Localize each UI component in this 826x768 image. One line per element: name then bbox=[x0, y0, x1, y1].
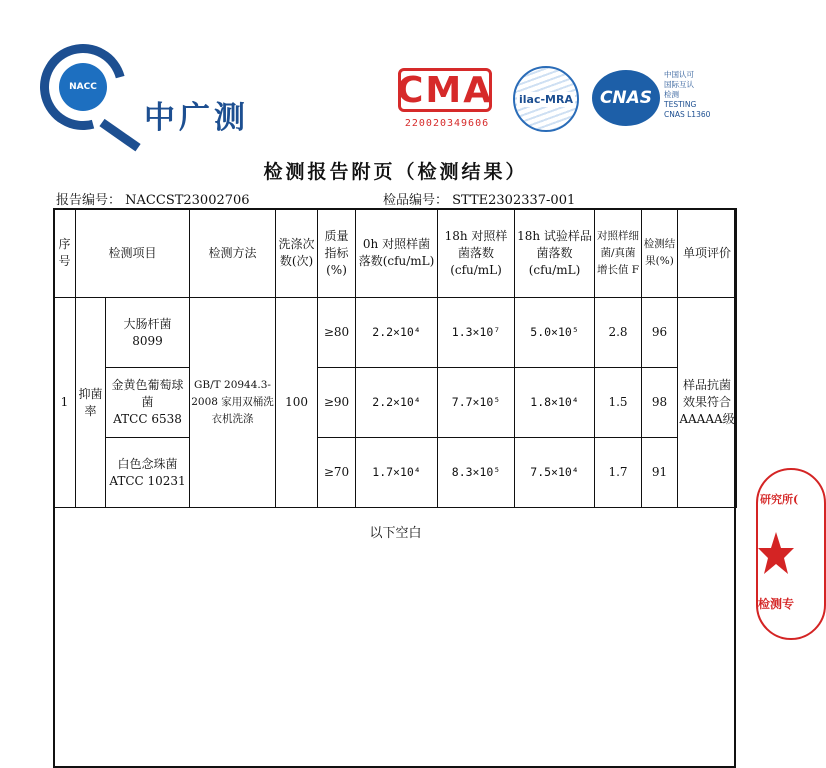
report-number-value: NACCST23002706 bbox=[125, 193, 250, 208]
results-table bbox=[53, 208, 737, 508]
cnas-line: 检测 bbox=[664, 90, 679, 99]
cnas-line: CNAS L1360 bbox=[664, 110, 711, 119]
organism-strain: ATCC 6538 bbox=[113, 412, 182, 426]
item-group-cell: 抑菌率 bbox=[76, 298, 106, 508]
h18-test-cell: 7.5×10⁴ bbox=[515, 438, 595, 508]
result-cell: 98 bbox=[642, 368, 678, 438]
header-evaluation: 单项评价 bbox=[678, 209, 737, 298]
report-number-label: 报告编号： bbox=[56, 193, 122, 208]
h18-test-cell: 5.0×10⁵ bbox=[515, 298, 595, 368]
h18-test-cell: 1.8×10⁴ bbox=[515, 368, 595, 438]
table-row bbox=[54, 298, 737, 368]
organism-cell bbox=[106, 368, 190, 438]
sample-number-label: 检品编号： bbox=[383, 193, 449, 208]
page-title: 检测报告附页（检测结果） bbox=[263, 161, 528, 183]
header-row bbox=[54, 209, 737, 298]
quality-cell: ≥70 bbox=[318, 438, 356, 508]
cnas-line: 国际互认 bbox=[664, 80, 694, 89]
result-cell: 96 bbox=[642, 298, 678, 368]
h0-control-cell: 2.2×10⁴ bbox=[356, 368, 438, 438]
header-18h-test: 18h 试验样品菌落数(cfu/mL) bbox=[515, 209, 595, 298]
table-row bbox=[54, 368, 737, 438]
method-cell: GB/T 20944.3-2008 家用双桶洗衣机洗涤 bbox=[190, 298, 276, 508]
h18-control-cell: 1.3×10⁷ bbox=[438, 298, 515, 368]
header-18h-control: 18h 对照样菌落数(cfu/mL) bbox=[438, 209, 515, 298]
header-result: 检测结果(%) bbox=[642, 209, 678, 298]
quality-cell: ≥90 bbox=[318, 368, 356, 438]
seal-top-text: 研究所( bbox=[760, 493, 799, 506]
organism-name: 金黄色葡萄球菌 bbox=[111, 378, 184, 409]
growth-cell: 2.8 bbox=[595, 298, 642, 368]
cnas-logo: CNAS bbox=[592, 70, 660, 126]
organism-cell bbox=[106, 438, 190, 508]
cnas-line: 中国认可 bbox=[664, 70, 694, 79]
logo-tail-icon bbox=[99, 119, 140, 152]
header-0h-control: 0h 对照样菌落数(cfu/mL) bbox=[356, 209, 438, 298]
evaluation-cell: 样品抗菌效果符合AAAAA级 bbox=[678, 298, 737, 508]
organism-name: 大肠杆菌 bbox=[123, 316, 172, 331]
organism-strain: ATCC 10231 bbox=[109, 473, 186, 488]
cma-mark: CMA bbox=[396, 69, 494, 111]
sample-number bbox=[383, 189, 575, 208]
growth-cell: 1.7 bbox=[595, 438, 642, 508]
organism-strain: 8099 bbox=[132, 333, 163, 348]
quality-cell: ≥80 bbox=[318, 298, 356, 368]
header-washes: 洗涤次数(次) bbox=[276, 209, 318, 298]
header-seq: 序号 bbox=[54, 209, 76, 298]
header-quality: 质量指标(%) bbox=[318, 209, 356, 298]
cma-number: 220020349606 bbox=[404, 118, 490, 129]
organism-cell bbox=[106, 298, 190, 368]
ilac-mra-logo bbox=[513, 66, 579, 132]
growth-cell: 1.5 bbox=[595, 368, 642, 438]
ilac-mark: ilac-MRA bbox=[519, 92, 573, 106]
h18-control-cell: 7.7×10⁵ bbox=[438, 368, 515, 438]
h0-control-cell: 1.7×10⁴ bbox=[356, 438, 438, 508]
header-growth: 对照样细菌/真菌增长值 F bbox=[595, 209, 642, 298]
sample-number-value: STTE2302337-001 bbox=[452, 193, 576, 208]
result-cell: 91 bbox=[642, 438, 678, 508]
washes-cell: 100 bbox=[276, 298, 318, 508]
cnas-caption bbox=[664, 70, 710, 120]
seal-star-icon bbox=[758, 528, 794, 580]
h18-control-cell: 8.3×10⁵ bbox=[438, 438, 515, 508]
organism-name: 白色念珠菌 bbox=[117, 456, 178, 471]
report-number bbox=[56, 189, 250, 208]
cnas-line: TESTING bbox=[664, 100, 697, 109]
table-row bbox=[54, 438, 737, 508]
h0-control-cell: 2.2×10⁴ bbox=[356, 298, 438, 368]
header-item: 检测项目 bbox=[76, 209, 190, 298]
cma-logo bbox=[398, 68, 496, 132]
seal-bottom-text: 检测专 bbox=[758, 597, 795, 611]
nacc-badge: NACC bbox=[59, 63, 107, 111]
header-method: 检测方法 bbox=[190, 209, 276, 298]
blank-below-note: 以下空白 bbox=[369, 526, 422, 541]
brand-name: 中广测 bbox=[144, 100, 249, 136]
nacc-logo bbox=[40, 44, 280, 140]
seq-cell: 1 bbox=[54, 298, 76, 508]
